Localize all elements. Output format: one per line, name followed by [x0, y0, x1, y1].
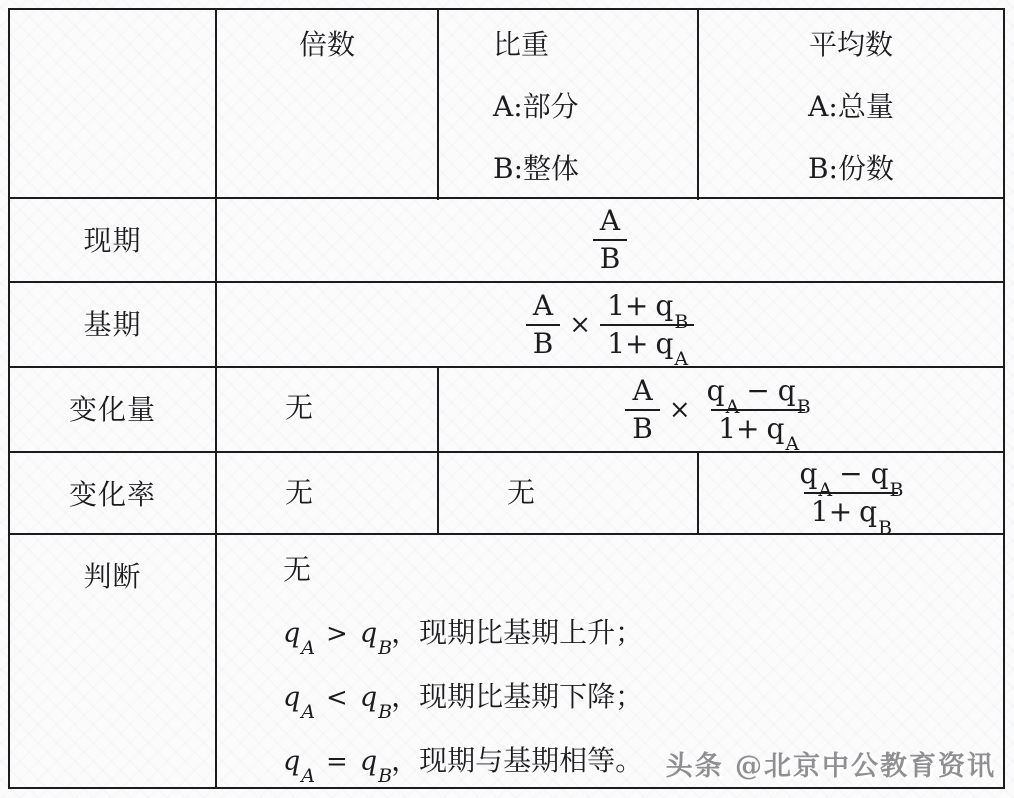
row-label-current: 现期 [10, 199, 217, 281]
header-proportion-a: A:部分 [493, 90, 579, 123]
judgment-line-up: $q_A > q_B$，现期比基期上升； [283, 616, 644, 660]
fraction-growth-ratio: $\frac{1+ q_B}{1+ q_A}$ [600, 288, 694, 361]
judgment-line-equal: $q_A = q_B$，现期与基期相等。 [283, 744, 644, 788]
row-label-change-rate: 变化率 [10, 453, 217, 533]
fraction-a-over-b: $\frac{A}{B}$ [526, 288, 561, 361]
row-label-base: 基期 [10, 283, 217, 366]
change-rate-formula [699, 453, 1003, 539]
change-rate-multiple-cell: 无 [217, 453, 439, 533]
row-label-change-amount: 变化量 [10, 368, 217, 451]
judgment-multiple-none: 无 [283, 553, 312, 586]
header-empty-cell [10, 10, 217, 200]
header-average-b: B:份数 [807, 152, 894, 185]
row-base-period [10, 283, 1003, 371]
fraction-growth-diff: $\frac{q_A - q_B}{1+ q_A}$ [706, 373, 811, 456]
row-change-rate [10, 453, 1003, 539]
change-amount-multiple-cell: 无 [217, 368, 439, 451]
fraction-a-over-b: $\frac{A}{B}$ [625, 373, 660, 446]
header-proportion-b: B:整体 [493, 152, 580, 185]
change-rate-proportion-cell: 无 [439, 453, 699, 533]
header-average-a: A:总量 [808, 90, 894, 123]
header-average-title: 平均数 [808, 28, 893, 61]
fraction-a-over-b: $\frac{A}{B}$ [593, 203, 628, 276]
row-change-amount [10, 368, 1003, 456]
header-proportion [439, 10, 699, 200]
current-period-formula [217, 199, 1003, 281]
multiply-operator: × [569, 309, 592, 340]
header-multiple-label: 倍数 [298, 28, 355, 61]
row-current-period [10, 199, 1003, 283]
formula-table [8, 8, 1005, 789]
judgment-line-down: $q_A < q_B$，现期比基期下降； [283, 680, 644, 724]
table-header-row [10, 10, 1003, 199]
row-label-judgment: 判断 [10, 535, 217, 787]
header-proportion-title: 比重 [493, 28, 550, 61]
watermark: 头条 @北京中公教育资讯 [665, 751, 996, 782]
header-multiple [217, 10, 439, 200]
change-amount-formula [439, 368, 1003, 456]
multiply-operator: × [668, 394, 691, 425]
fraction-growth-diff: $\frac{q_A - q_B}{1+ q_B}$ [799, 457, 904, 539]
base-period-formula [217, 283, 1003, 371]
header-average [699, 10, 1003, 200]
